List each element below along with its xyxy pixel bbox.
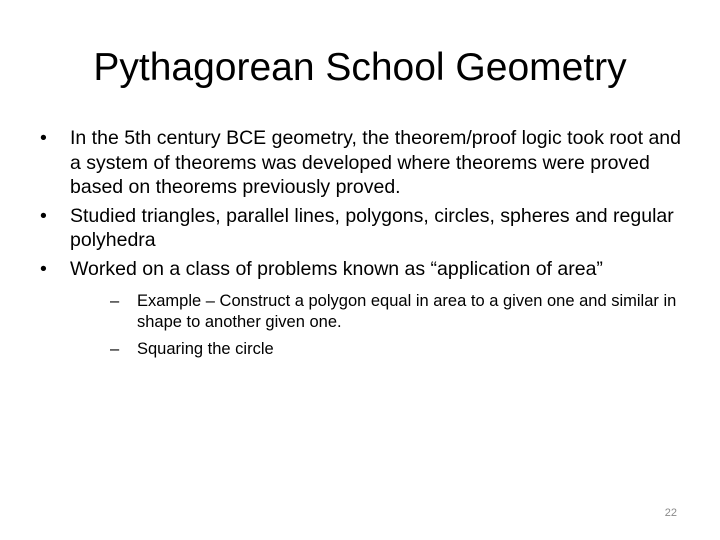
bullet-icon: • <box>40 204 47 227</box>
bullet-icon: • <box>40 257 47 280</box>
slide-content <box>36 126 686 366</box>
bullet-icon: • <box>40 127 47 149</box>
bullet-item-studied-shapes <box>36 204 686 253</box>
bullet-text: Studied triangles, parallel lines, polygons, circles, spheres and regular polyhedra <box>70 204 674 251</box>
bullet-text: In the 5th century BCE geometry, the theorem/proof logic took root and a system of theorems was developed where theorems were proved based on theorems previously proved. <box>70 127 681 198</box>
dash-icon: – <box>110 292 120 310</box>
bullet-list <box>36 126 686 360</box>
sub-item-squaring-circle <box>70 339 686 360</box>
slide-title: Pythagorean School Geometry <box>93 46 627 89</box>
slide-number: 22 <box>664 507 677 519</box>
bullet-item-theorem-logic <box>36 126 686 200</box>
bullet-item-application-of-area <box>36 257 686 361</box>
sub-item-example <box>70 291 686 333</box>
bullet-text: Worked on a class of problems known as “application of area” <box>70 257 603 280</box>
sub-item-text: Example – Construct a polygon equal in area to a given one and similar in shape to another given one. <box>137 292 677 331</box>
dash-icon: – <box>110 340 120 358</box>
sub-item-text: Squaring the circle <box>137 340 274 358</box>
sub-bullet-list <box>70 291 686 360</box>
